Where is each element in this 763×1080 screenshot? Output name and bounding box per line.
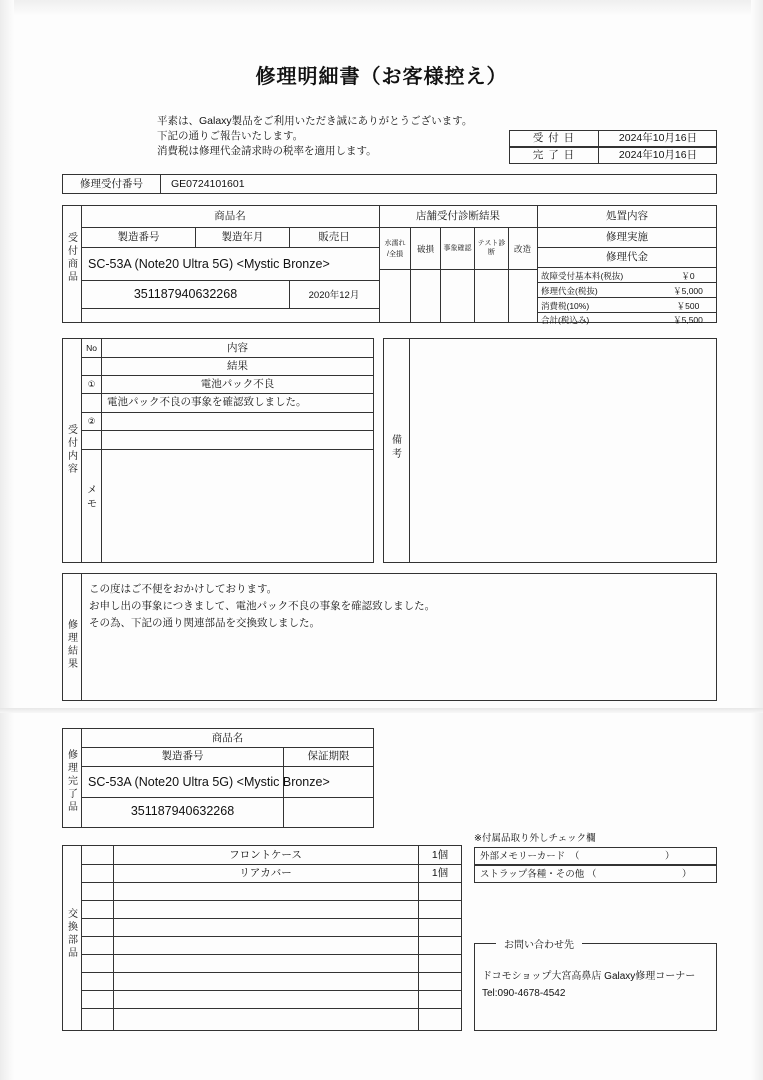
received-item-table [62,205,717,323]
intro-block [157,114,472,159]
part-row-9-name [114,1010,417,1025]
detail-row-2-content [102,414,373,429]
completed-col-serial: 製造番号 [161,749,204,762]
received-product-name: SC-53A (Note20 Ultra 5G) <Mystic Bronze> [88,257,330,272]
fee-row-1-value: ￥5,000 [673,285,703,296]
fee-row-3-value: ￥5,500 [673,314,703,325]
receipt-number-value: GE0724101601 [171,177,245,190]
col-serial-header: 製造番号 [117,230,160,243]
diagnosis-col-water: 水濡れ /全損 [384,240,406,258]
completed-product-name: SC-53A (Note20 Ultra 5G) <Mystic Bronze> [88,775,330,790]
replaced-parts-side-label: 交 換 部 品 [68,909,78,959]
detail-col-result: 結果 [227,359,248,372]
fee-row-0-label: 故障受付基本料(税抜) [541,270,624,281]
accessory-check-row-2 [474,865,717,883]
reception-detail-table [62,338,374,563]
part-row-6-name [114,956,417,971]
completed-item-side-label: 修 理 完 了 品 [68,750,78,813]
replaced-parts-table [62,845,462,1031]
part-row-0-qty: 1個 [431,848,449,861]
reception-date-label: 受 付 日 [532,131,576,144]
contact-tel: Tel:090-4678-4542 [482,988,566,999]
receipt-number-label: 修理受付番号 [80,177,143,190]
paper-fold-line [0,708,763,713]
diagnosis-header: 店舗受付診断結果 [416,210,500,223]
accessory-check-header: ※付属品取り外しチェック欄 [474,833,596,844]
completion-date-row [509,147,717,164]
scan-shadow-left [0,0,14,1080]
intro-line-1: 平素は、Galaxy製品をご利用いただき誠にありがとうございます。 [157,115,473,127]
page-title: 修理明細書（お客様控え） [255,66,508,88]
fee-row-2-value: ￥500 [676,300,700,311]
fee-row-3-label: 合計(税込み) [541,314,590,325]
treatment-header: 処置内容 [606,210,648,223]
diagnosis-col-test: テスト診断 [477,240,506,256]
accessory-item-2-label: ストラップ各種・その他 （ ） [480,868,692,880]
completion-date-label: 完 了 日 [532,148,576,161]
detail-row-2-result [107,432,373,448]
memo-label: メ モ [87,485,97,510]
scan-shadow-right [751,0,763,1080]
part-row-4-name [114,920,417,935]
received-item-side-label: 受 付 商 品 [68,233,78,283]
scan-shadow-top [0,0,763,16]
fee-row-1-label: 修理代金(税抜) [541,285,598,296]
receipt-number-row [62,174,717,194]
completed-warranty-value [284,799,373,825]
part-row-1-qty: 1個 [431,866,449,879]
detail-col-content: 内容 [227,341,248,354]
treatment-fee-header: 修理代金 [606,250,648,263]
repair-result-line-1: この度はご不便をおかけしております。 [89,583,278,595]
repair-result-box [62,573,717,701]
part-row-7-name [114,974,417,989]
diagnosis-col-modify: 改造 [513,243,531,254]
col-sale-header: 販売日 [318,230,350,243]
product-name-header: 商品名 [214,210,246,223]
fee-row-2-label: 消費税(10%) [541,300,590,311]
received-sale-date-value: 2020年12月 [308,289,360,301]
detail-row-1-no: ① [87,379,96,390]
reception-date-row [509,130,717,147]
detail-row-1-result: 電池パック不良の事象を確認致しました。 [107,396,307,409]
detail-row-1-content: 電池パック不良 [200,377,275,390]
part-row-8-name [114,992,417,1007]
contact-info [482,968,712,1002]
part-row-0-name: フロントケース [229,848,302,861]
completed-serial-value: 351187940632268 [130,804,235,819]
fee-row-0-value: ￥0 [681,270,695,281]
completed-product-header: 商品名 [211,731,244,744]
diagnosis-col-confirm: 事象確認 [443,244,472,252]
remarks-label: 備 考 [392,435,402,460]
completed-item-table [62,728,374,828]
part-row-3-name [114,902,417,917]
intro-line-3: 消費税は修理代金請求時の税率を適用します。 [157,145,377,157]
part-row-1-name: リアカバー [239,866,292,879]
diagnosis-col-damage: 破損 [416,243,434,254]
accessory-check-row-1 [474,847,717,865]
remarks-box [383,338,717,563]
repair-result-text [89,581,709,632]
repair-result-line-3: その為、下記の通り関連部品を交換致しました。 [89,617,320,629]
reception-date-value: 2024年10月16日 [618,131,698,144]
detail-col-no: No [86,343,97,354]
treatment-subheader: 修理実施 [606,230,648,243]
col-manufacture-header: 製造年月 [221,230,264,243]
memo-value [107,454,369,554]
remarks-value [416,347,712,547]
part-row-5-name [114,938,417,953]
completed-col-warranty: 保証期限 [307,749,350,762]
repair-result-line-2: お申し出の事象につきまして、電池パック不良の事象を確認致しました。 [89,600,436,612]
completion-date-value: 2024年10月16日 [618,148,698,161]
intro-line-2: 下記の通りご報告いたします。 [157,130,304,142]
contact-header: お問い合わせ先 [496,936,582,951]
detail-row-2-no: ② [87,416,96,427]
part-row-2-name [114,884,417,899]
repair-result-side-label: 修 理 結 果 [68,620,78,670]
reception-detail-side-label: 受 付 内 容 [68,425,78,475]
contact-shop-name: ドコモショップ大宮高鼻店 Galaxy修理コーナー [482,971,696,982]
received-serial-value: 351187940632268 [133,287,238,302]
accessory-item-1-label: 外部メモリーカード （ ） [480,850,675,862]
